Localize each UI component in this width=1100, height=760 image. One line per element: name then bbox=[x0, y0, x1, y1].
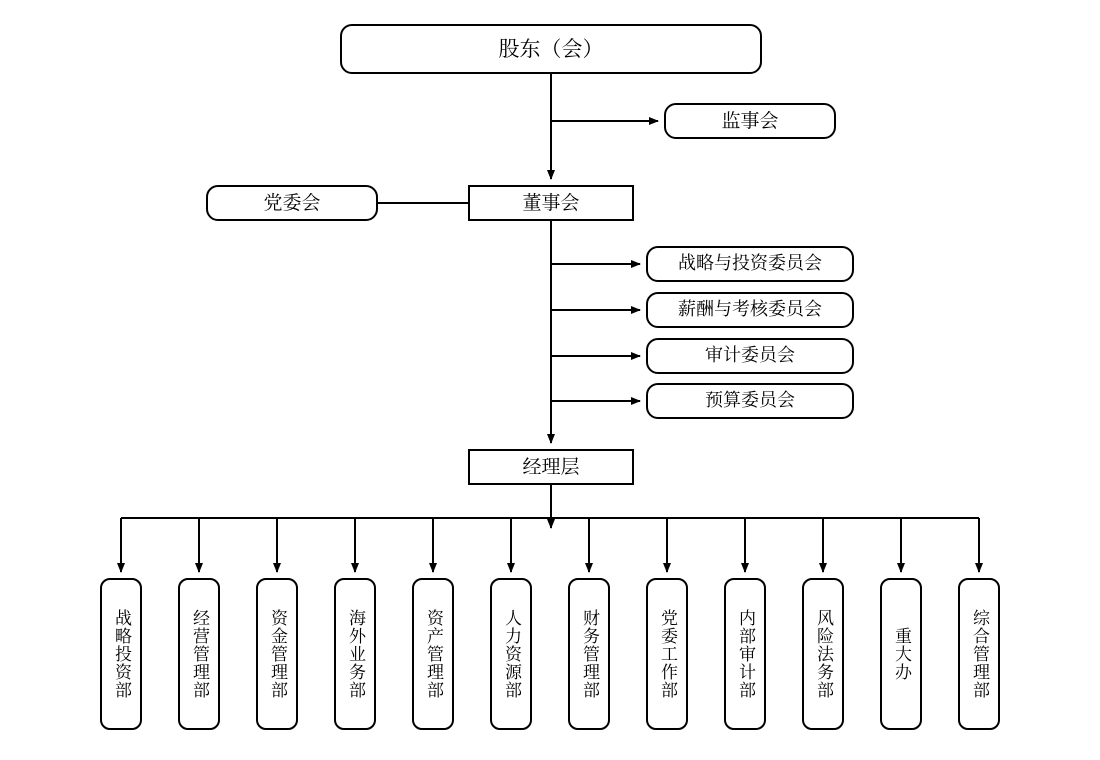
node-department-party-affairs[interactable] bbox=[646, 578, 688, 730]
node-department-operations-management[interactable] bbox=[178, 578, 220, 730]
node-department-risk-legal-label: 风险法务部 bbox=[813, 609, 834, 699]
node-department-finance[interactable] bbox=[568, 578, 610, 730]
node-department-major-projects-office[interactable] bbox=[880, 578, 922, 730]
node-department-general-management-label: 综合管理部 bbox=[969, 609, 990, 699]
node-supervisory-board-label: 监事会 bbox=[721, 109, 779, 132]
node-department-treasury-label: 资金管理部 bbox=[267, 609, 288, 699]
node-department-overseas-business-label: 海外业务部 bbox=[345, 609, 366, 699]
node-department-internal-audit[interactable] bbox=[724, 578, 766, 730]
node-department-asset-management[interactable] bbox=[412, 578, 454, 730]
node-department-human-resources-label: 人力资源部 bbox=[501, 609, 522, 699]
node-board-of-directors-label: 董事会 bbox=[522, 191, 580, 214]
node-management-layer[interactable] bbox=[468, 449, 634, 485]
node-committee-audit[interactable] bbox=[646, 338, 854, 374]
node-department-internal-audit-label: 内部审计部 bbox=[735, 609, 756, 699]
node-committee-audit-label: 审计委员会 bbox=[705, 345, 795, 367]
node-department-major-projects-office-label: 重大办 bbox=[891, 627, 912, 681]
node-department-overseas-business[interactable] bbox=[334, 578, 376, 730]
node-party-committee[interactable] bbox=[206, 185, 378, 221]
node-supervisory-board[interactable] bbox=[664, 103, 836, 139]
node-department-finance-label: 财务管理部 bbox=[579, 609, 600, 699]
node-party-committee-label: 党委会 bbox=[263, 191, 321, 214]
node-board-of-directors[interactable] bbox=[468, 185, 634, 221]
node-department-asset-management-label: 资产管理部 bbox=[423, 609, 444, 699]
node-department-party-affairs-label: 党委工作部 bbox=[657, 609, 678, 699]
node-shareholders[interactable] bbox=[340, 24, 762, 74]
node-department-strategy-investment[interactable] bbox=[100, 578, 142, 730]
node-department-treasury[interactable] bbox=[256, 578, 298, 730]
node-committee-budget-label: 预算委员会 bbox=[705, 390, 795, 412]
node-department-strategy-investment-label: 战略投资部 bbox=[111, 609, 132, 699]
node-committee-compensation-appraisal-label: 薪酬与考核委员会 bbox=[678, 299, 822, 321]
node-department-general-management[interactable] bbox=[958, 578, 1000, 730]
node-committee-strategy-investment-label: 战略与投资委员会 bbox=[678, 253, 822, 275]
node-management-layer-label: 经理层 bbox=[522, 455, 580, 478]
node-committee-strategy-investment[interactable] bbox=[646, 246, 854, 282]
node-department-risk-legal[interactable] bbox=[802, 578, 844, 730]
node-committee-compensation-appraisal[interactable] bbox=[646, 292, 854, 328]
node-department-operations-management-label: 经营管理部 bbox=[189, 609, 210, 699]
node-department-human-resources[interactable] bbox=[490, 578, 532, 730]
node-committee-budget[interactable] bbox=[646, 383, 854, 419]
node-shareholders-label: 股东（会） bbox=[498, 36, 604, 61]
